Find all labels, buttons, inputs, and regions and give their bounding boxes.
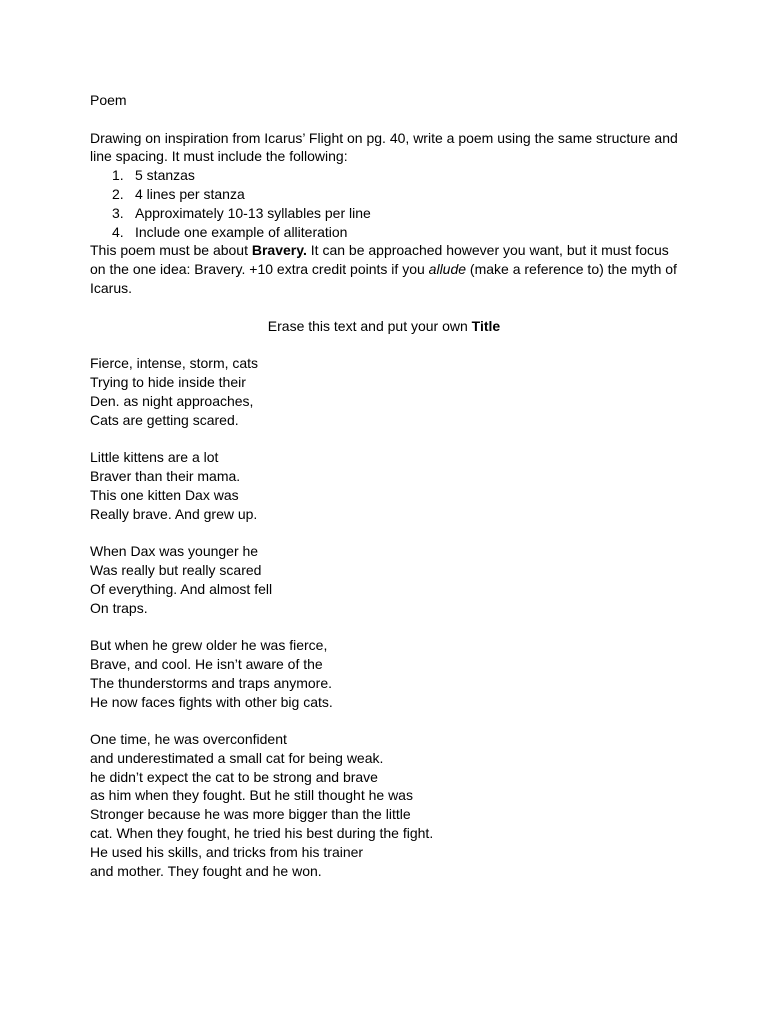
poem-line: The thunderstorms and traps anymore. [90,674,333,691]
topic-text: This poem must be about [90,242,252,259]
title-bold: Title [471,317,501,334]
blank-line [90,298,678,317]
stanza-5 [90,730,678,880]
topic-line-2 [90,260,678,279]
requirement-number: 2. [112,185,124,202]
poem-line: One time, he was overconfident [90,731,287,748]
title-text: Erase this text and put your own [267,317,472,334]
poem-line: But when he grew older he was fierce, [90,637,328,654]
requirement-item [90,204,678,223]
poem-title [90,317,678,336]
poem-line: cat. When they fought, he tried his best during the fight. [90,825,434,842]
topic-text: on the one idea: Bravery. +10 extra credit points if you [90,261,429,278]
blank-line [90,429,678,448]
poem-line: Trying to hide inside their [90,373,246,390]
requirement-number: 1. [112,167,124,184]
page-heading: Poem [90,92,127,108]
requirement-text: Approximately 10-13 syllables per line [135,204,371,221]
topic-text: (make a reference to) the myth of [466,261,677,278]
requirement-text: 5 stanzas [135,167,195,184]
instructions-line-2: line spacing. It must include the following: [90,148,348,165]
requirement-text: 4 lines per stanza [135,185,245,202]
requirement-number: 4. [112,223,124,240]
poem-line: On traps. [90,599,148,616]
blank-line [90,335,678,354]
stanza-4 [90,636,678,711]
topic-bold: Bravery. [251,242,307,259]
blank-line [90,617,678,636]
poem-line: Stronger because he was more bigger than the little [90,806,411,823]
blank-line [90,110,678,129]
requirement-text: Include one example of alliteration [135,223,348,240]
requirement-item [90,166,678,185]
instructions-line-1: Drawing on inspiration from Icarus’ Flight on pg. 40, write a poem using the same structure and [90,129,678,146]
poem-line: When Dax was younger he [90,543,259,560]
topic-text: It can be approached however you want, but it must focus [306,242,669,259]
requirement-item [90,223,678,242]
poem-line: Was really but really scared [90,561,262,578]
poem-line: as him when they fought. But he still thought he was [90,787,413,804]
poem-line: He now faces fights with other big cats. [90,693,333,710]
stanza-1 [90,354,678,429]
poem-line: He used his skills, and tricks from his trainer [90,843,364,860]
poem-line: Cats are getting scared. [90,411,239,428]
poem-line: and mother. They fought and he won. [90,862,322,879]
requirement-number: 3. [112,204,124,221]
poem-line: Really brave. And grew up. [90,505,258,522]
blank-line [90,711,678,730]
poem-line: Little kittens are a lot [90,449,219,466]
stanza-2 [90,448,678,523]
requirement-item [90,185,678,204]
stanza-3 [90,542,678,617]
topic-italic: allude [428,261,467,278]
poem-line: Of everything. And almost fell [90,580,273,597]
poem-line: Den. as night approaches, [90,392,254,409]
requirements-list [90,166,678,241]
poem-line: Fierce, intense, storm, cats [90,355,259,372]
topic-line-3: Icarus. [90,279,133,296]
poem-line: Braver than their mama. [90,467,241,484]
topic-line-1 [90,241,678,260]
poem-line: This one kitten Dax was [90,486,239,503]
poem-line: Brave, and cool. He isn’t aware of the [90,655,323,672]
poem-line: he didn’t expect the cat to be strong and brave [90,768,378,785]
poem-line: and underestimated a small cat for being weak. [90,749,384,766]
blank-line [90,523,678,542]
